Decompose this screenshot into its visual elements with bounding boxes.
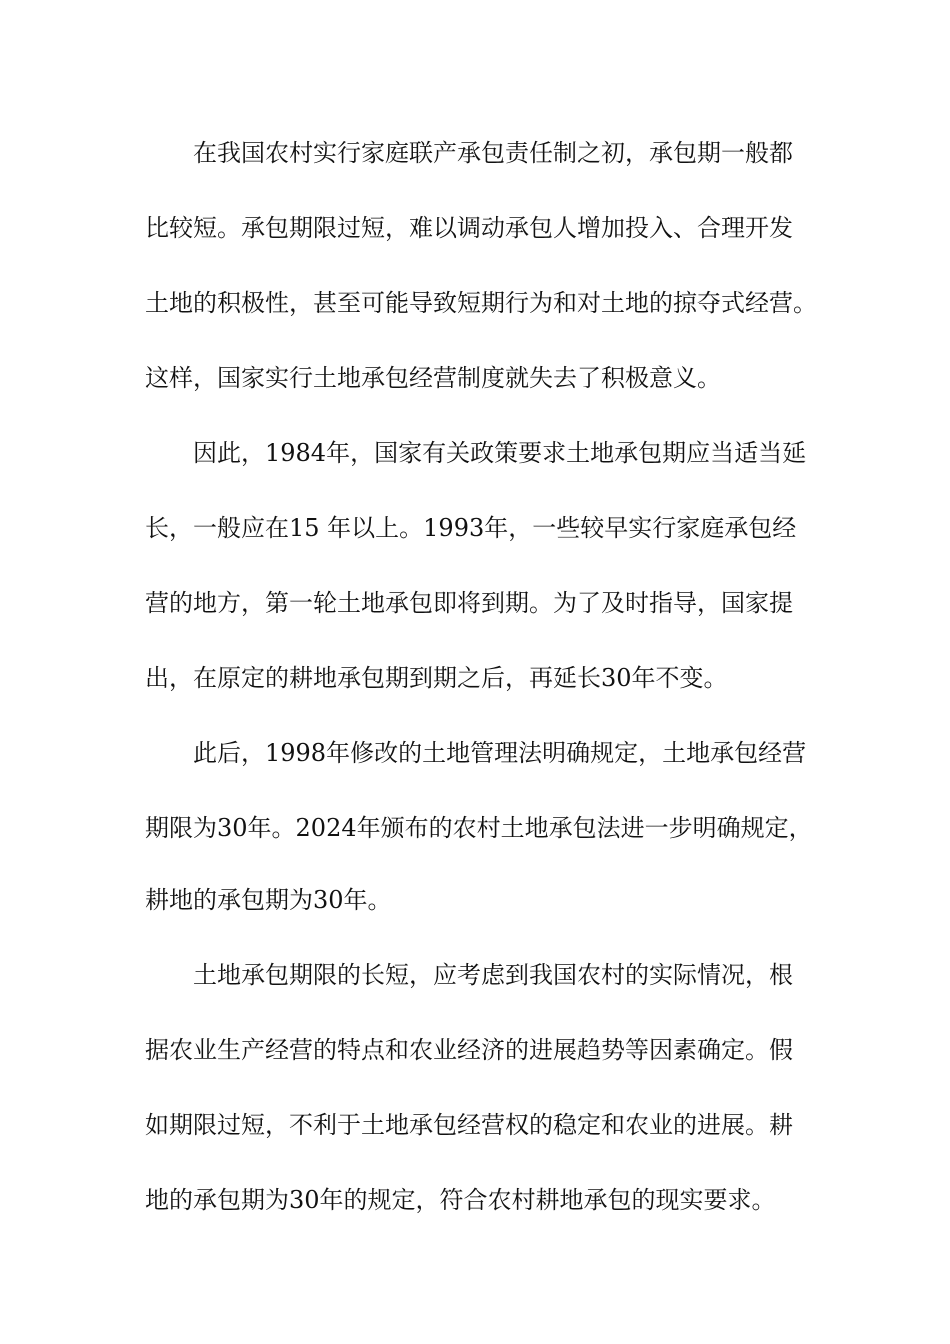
- paragraph-line: 如期限过短，不利于土地承包经营权的稳定和农业的进展。耕: [145, 1111, 793, 1139]
- paragraph-line: 此后，1998年修改的土地管理法明确规定，土地承包经营: [193, 739, 807, 767]
- paragraph-line: 土地承包期限的长短，应考虑到我国农村的实际情况，根: [193, 961, 793, 989]
- paragraph-line: 地的承包期为30年的规定，符合农村耕地承包的现实要求。: [145, 1186, 776, 1214]
- paragraph-line: 出，在原定的耕地承包期到期之后，再延长30年不变。: [145, 664, 728, 692]
- paragraph-line: 耕地的承包期为30年。: [145, 886, 392, 914]
- paragraph-line: 期限为30年。2024年颁布的农村土地承包法进一步明确规定，: [145, 814, 813, 842]
- paragraph-line: 这样，国家实行土地承包经营制度就失去了积极意义。: [145, 364, 721, 392]
- paragraph-line: 土地的积极性，甚至可能导致短期行为和对土地的掠夺式经营。: [145, 289, 817, 317]
- paragraph-line: 在我国农村实行家庭联产承包责任制之初，承包期一般都: [193, 139, 793, 167]
- paragraph-line: 据农业生产经营的特点和农业经济的进展趋势等因素确定。假: [145, 1036, 793, 1064]
- paragraph-line: 长，一般应在15 年以上。1993年，一些较早实行家庭承包经: [145, 514, 797, 542]
- paragraph-line: 比较短。承包期限过短，难以调动承包人增加投入、合理开发: [145, 214, 793, 242]
- paragraph-line: 营的地方，第一轮土地承包即将到期。为了及时指导，国家提: [145, 589, 793, 617]
- paragraph-line: 因此，1984年，国家有关政策要求土地承包期应当适当延: [193, 439, 807, 467]
